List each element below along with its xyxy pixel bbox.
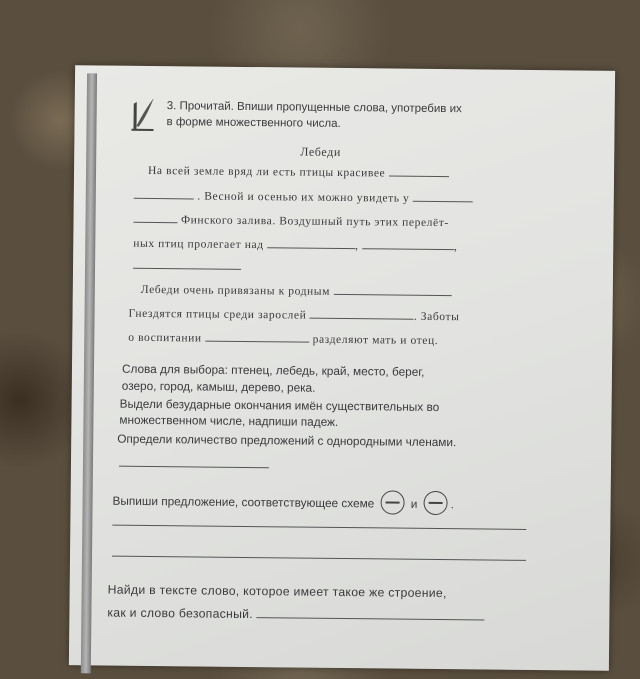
text-line-2 [134, 190, 473, 206]
text-line-6 [141, 284, 452, 299]
endings-task-line-2: множественном числе, надпиши падеж. [119, 412, 339, 429]
answer-line[interactable] [119, 466, 269, 469]
text-line-8-end: разделяют мать и отец. [312, 333, 439, 348]
quill-pen-icon [129, 96, 155, 132]
scheme-task-text: Выпиши предложение, соответствующее схеме [112, 493, 375, 511]
answer-blank[interactable] [133, 268, 241, 270]
text-line-4-content: ных птиц пролегает над [133, 237, 264, 252]
instruction-line-2: в форме множественного числа. [166, 116, 341, 130]
text-line-3-content: Финского залива. Воздушный путь этих перелёт- [180, 214, 449, 230]
text-line-7-content: Гнездятся птицы среди зарослей [128, 307, 307, 322]
count-task: Определи количество предложений с однородными членами. [117, 431, 457, 450]
text-line-7 [128, 308, 459, 323]
task-instruction [167, 100, 462, 115]
text-line-8-content: о воспитании [128, 331, 202, 345]
answer-blank[interactable] [362, 247, 454, 250]
find-task-line-2 [107, 606, 484, 624]
word-choices-line-2: озеро, город, камыш, дерево, река. [121, 378, 316, 395]
answer-line[interactable] [112, 556, 526, 561]
text-title: Лебеди [300, 144, 341, 159]
text-line-4 [133, 238, 457, 253]
instruction-line-1: Прочитай. Впиши пропущенные слова, употребив их [179, 100, 462, 116]
scheme-end: . [450, 497, 455, 512]
answer-blank[interactable] [389, 174, 449, 177]
task-number: 3. [166, 100, 177, 113]
text-line-6-content: Лебеди очень привязаны к родным [140, 283, 331, 298]
answer-blank[interactable] [267, 246, 355, 249]
word-choices-line-1: Слова для выбора: птенец, лебедь, край, место, берег, [121, 361, 425, 379]
page-edge-stripe [81, 73, 97, 673]
text-line-8 [128, 332, 438, 347]
answer-blank[interactable] [333, 293, 451, 296]
text-line-7-end: . Заботы [413, 310, 460, 324]
text-line-2-content: . Весной и осенью их можно увидеть у [197, 190, 410, 205]
answer-blank[interactable] [205, 340, 309, 343]
answer-blank[interactable] [134, 197, 194, 200]
scheme-task [112, 490, 454, 518]
answer-blank[interactable] [413, 200, 473, 203]
answer-blank[interactable] [310, 317, 414, 320]
circle-minus-icon [424, 491, 448, 515]
answer-blank[interactable] [134, 221, 178, 223]
text-line-1 [148, 165, 449, 180]
text-line-1-content: На всей земле вряд ли есть птицы красивее [147, 164, 386, 180]
find-task-line-2-text: как и слово безопасный. [107, 605, 254, 622]
comma: , [454, 241, 458, 254]
text-line-3 [133, 214, 448, 229]
answer-line[interactable] [112, 525, 526, 530]
circle-minus-icon [380, 490, 404, 514]
find-task-line-1: Найди в тексте слово, которое имеет такое же строение, [107, 582, 447, 601]
scheme-and: и [410, 496, 418, 511]
comma: , [355, 240, 359, 253]
worksheet-page [69, 65, 615, 671]
answer-blank[interactable] [257, 616, 485, 620]
endings-task-line-1: Выдели безударные окончания имён существительных во [119, 396, 440, 415]
